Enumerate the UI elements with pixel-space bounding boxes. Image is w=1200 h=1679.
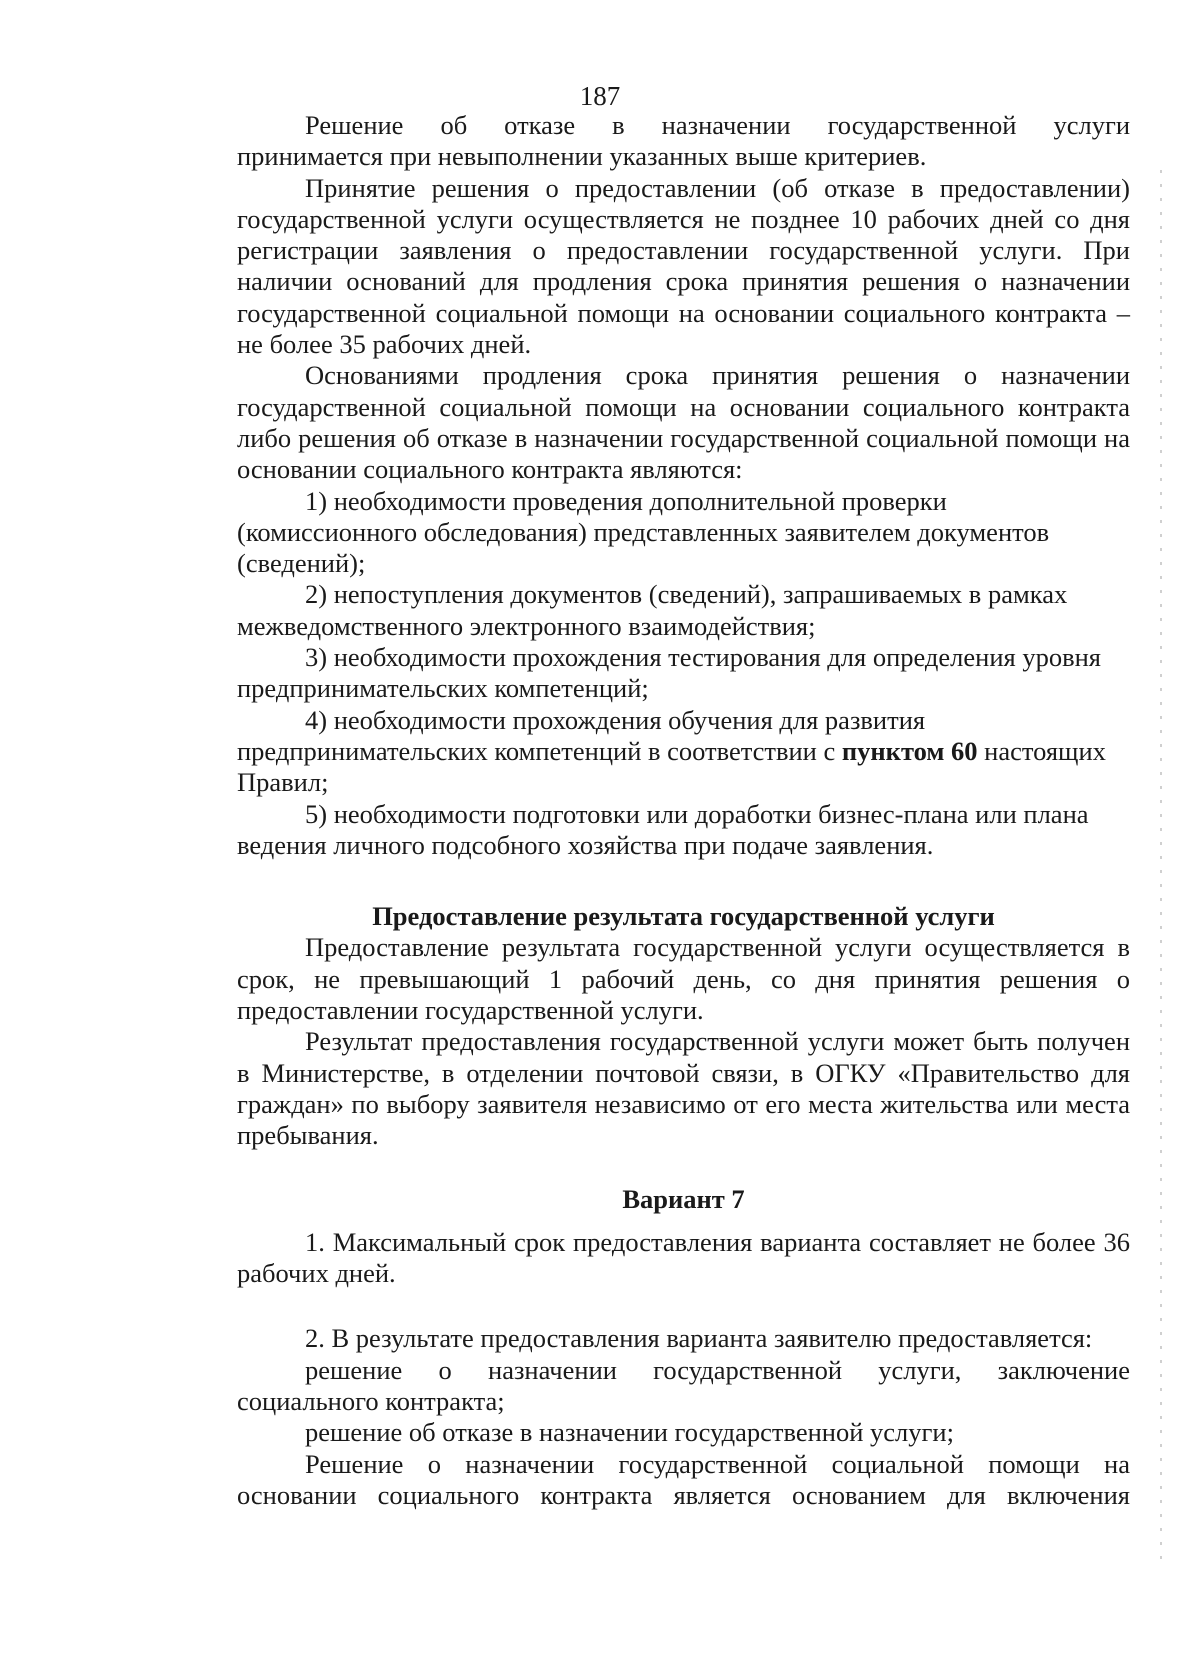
- list-item-4-text: 4) необходимости прохождения обучения для развития предпринимательских компетенций в соответствии с: [237, 704, 926, 766]
- paragraph-decision-deadline: Принятие решения о предоставлении (об отказе в предоставлении) государственной услуги осуществляется не позднее 10 рабочих дней со дня регистрации заявления о предоставлении государственной услуги. При наличии оснований для продления срока принятия решения о назначении государственной социальной помощи на основании социального контракта – не более 35 рабочих дней.: [237, 172, 1130, 360]
- section-heading-variant: Вариант 7: [622, 1183, 745, 1214]
- paragraph-variant-result: 2. В результате предоставления варианта заявителю предоставляется:: [305, 1323, 1093, 1354]
- section-heading-result: Предоставление результата государственной услуги: [372, 901, 995, 932]
- paragraph-variant-refusal: решение об отказе в назначении государственной услуги;: [305, 1417, 954, 1448]
- paragraph-refusal-decision-cont: принимается при невыполнении указанных выше критериев.: [237, 141, 927, 172]
- list-item-4-text-end: настоящих Правил;: [237, 735, 1106, 798]
- document-body: [237, 110, 1130, 1511]
- paragraph-result-term: Предоставление результата государственной услуги осуществляется в срок, не превышающий 1 рабочий день, со дня принятия решения о предоставлении государственной услуги.: [237, 932, 1130, 1026]
- list-item-5: 5) необходимости подготовки или доработки бизнес-плана или плана ведения личного подсобного хозяйства при подаче заявления.: [237, 798, 1089, 860]
- list-item-1: 1) необходимости проведения дополнительной проверки (комиссионного обследования) представленных заявителем документов (сведений);: [237, 485, 1050, 579]
- page-number: 187: [579, 81, 621, 111]
- paragraph-extension-grounds: Основаниями продления срока принятия решения о назначении государственной социальной помощи на основании социального контракта либо решения об отказе в назначении государственной социальной помощи на основании социального контракта являются:: [237, 360, 1130, 485]
- scan-edge-artifact: [1160, 170, 1162, 1570]
- list-item-3: 3) необходимости прохождения тестирования для определения уровня предпринимательских компетенций;: [237, 642, 1101, 704]
- paragraph-variant-basis: Решение о назначении государственной социальной помощи на основании социального контракта является основанием для включения: [237, 1448, 1130, 1510]
- paragraph-result-delivery: Результат предоставления государственной услуги может быть получен в Министерстве, в отделении почтовой связи, в ОГКУ «Правительство для граждан» по выбору заявителя независимо от его места жительства или места пребывания.: [237, 1026, 1130, 1151]
- paragraph-variant-max-term: 1. Максимальный срок предоставления варианта составляет не более 36 рабочих дней.: [237, 1226, 1130, 1289]
- list-item-4-bold-reference: пунктом 60: [841, 735, 978, 766]
- list-item-4: [237, 705, 1130, 799]
- paragraph-refusal-decision: Решение об отказе в назначении государственной услуги: [305, 110, 1130, 140]
- paragraph-variant-decision: решение о назначении государственной услуги, заключение социального контракта;: [237, 1354, 1130, 1416]
- list-item-2: 2) непоступления документов (сведений), запрашиваемых в рамках межведомственного электронного взаимодействия;: [237, 579, 1068, 641]
